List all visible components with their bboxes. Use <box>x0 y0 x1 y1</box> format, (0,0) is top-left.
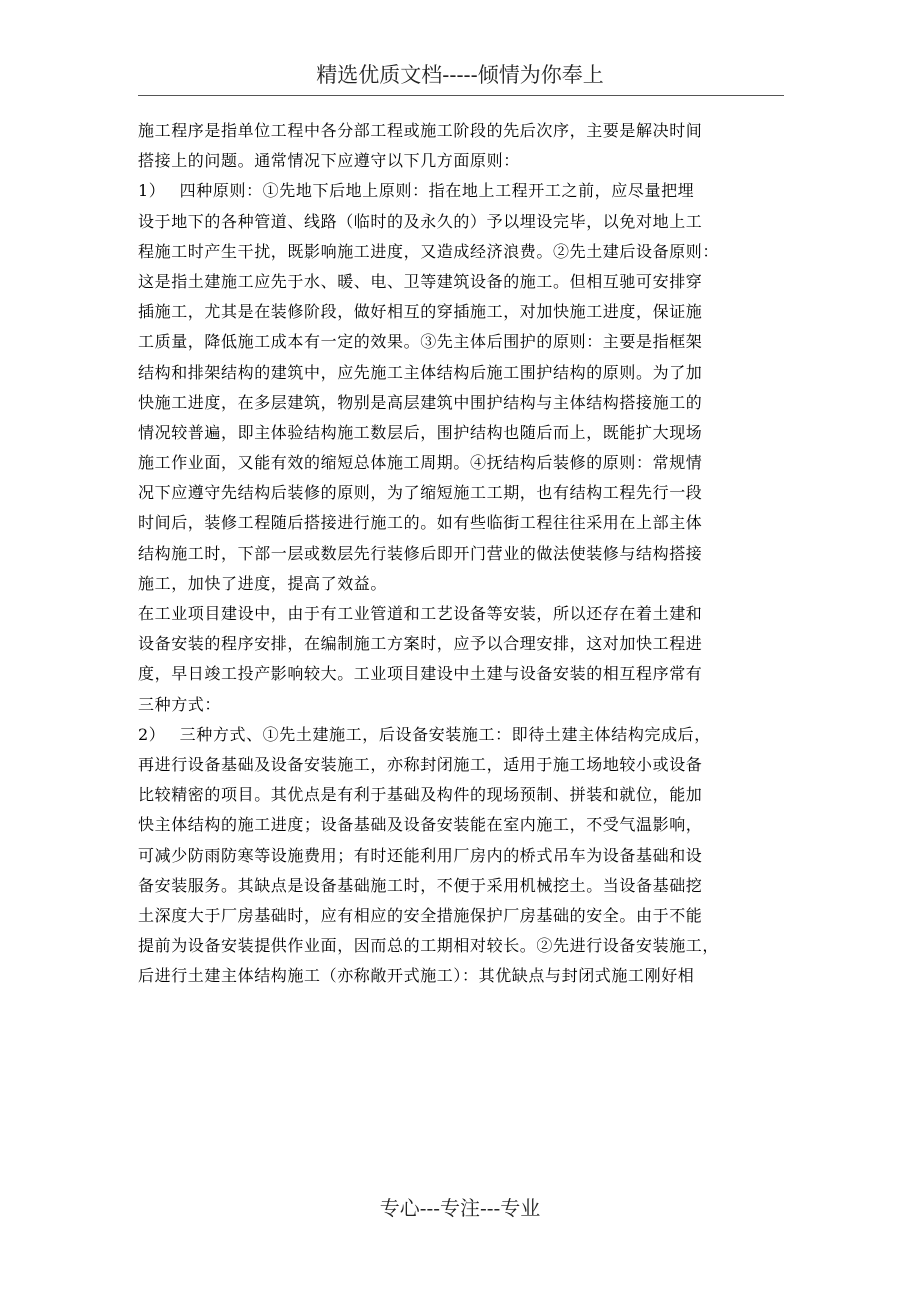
text-line: 后进行土建主体结构施工（亦称敞开式施工）：其优缺点与封闭式施工刚好相 <box>138 966 695 986</box>
text-line: 这是指土建施工应先于水、暖、电、卫等建筑设备的施工。但相互驰可安排穿 <box>138 271 703 291</box>
text-line: 设备安装的程序安排，在编制施工方案时，应予以合理安排，这对加快工程进 <box>138 634 703 654</box>
text-line: 结构和排架结构的建筑中，应先施工主体结构后施工围护结构的原则。为了加 <box>138 362 703 382</box>
header-divider <box>138 95 784 96</box>
text-line: 结构施工时，下部一层或数层先行装修后即开门营业的做法使装修与结构搭接 <box>138 543 703 563</box>
text-line: 搭接上的问题。通常情况下应遵守以下几方面原则： <box>138 151 520 171</box>
text-line: 施工程序是指单位工程中各分部工程或施工阶段的先后次序，主要是解决时间 <box>138 121 703 140</box>
text-line: 土深度大于厂房基础时，应有相应的安全措施保护厂房基础的安全。由于不能 <box>138 905 703 925</box>
text-line: 程施工时产生干扰，既影响施工进度，又造成经济浪费。②先土建后设备原则： <box>138 241 720 261</box>
text-line: 况下应遵守先结构后装修的原则，为了缩短施工工期，也有结构工程先行一段 <box>138 483 703 503</box>
text-line: 施工作业面，又能有效的缩短总体施工周期。④抚结构后装修的原则：常规情 <box>138 453 703 473</box>
text-line: 备安装服务。其缺点是设备基础施工时，不便于采用机械挖土。当设备基础挖 <box>138 875 703 895</box>
text-line: 在工业项目建设中，由于有工业管道和工艺设备等安装，所以还存在着土建和 <box>138 604 703 623</box>
text-line: 三种方式： <box>138 694 222 714</box>
text-line: 1） 四种原则：①先地下后地上原则：指在地上工程开工之前，应尽量把埋 <box>138 181 695 201</box>
text-line: 再进行设备基础及设备安装施工，亦称封闭施工，适用于施工场地较小或设备 <box>138 754 703 774</box>
text-line: 设于地下的各种管道、线路（临时的及永久的）予以埋设完毕，以免对地上工 <box>138 211 703 231</box>
text-line: 快主体结构的施工进度；设备基础及设备安装能在室内施工，不受气温影响， <box>138 815 703 835</box>
text-line: 可减少防雨防寒等设施费用；有时还能利用厂房内的桥式吊车为设备基础和设 <box>138 845 703 865</box>
text-line: 度，早日竣工投产影响较大。工业项目建设中土建与设备安装的相互程序常有 <box>138 664 703 684</box>
text-line: 施工，加快了进度，提高了效益。 <box>138 573 388 593</box>
text-line: 提前为设备安装提供作业面，因而总的工期相对较长。②先进行设备安装施工， <box>138 936 720 956</box>
text-line: 插施工，尤其是在装修阶段，做好相互的穿插施工，对加快施工进度，保证施 <box>138 302 703 322</box>
text-line: 工质量，降低施工成本有一定的效果。③先主体后围护的原则：主要是指框架 <box>138 332 703 352</box>
page-footer-text: 专心---专注---专业 <box>379 1196 541 1220</box>
body-text <box>138 116 784 991</box>
text-line: 2） 三种方式、①先土建施工，后设备安装施工：即待土建主体结构完成后， <box>138 724 711 744</box>
text-line: 时间后，装修工程随后搭接进行施工的。如有些临街工程往往采用在上部主体 <box>138 513 703 533</box>
text-line: 比较精密的项目。其优点是有利于基础及构件的现场预制、拼装和就位，能加 <box>138 785 703 805</box>
page-header-title: 精选优质文档-----倾情为你奉上 <box>316 63 604 87</box>
text-line: 情况较普遍，即主体验结构施工数层后，围护结构也随后而上，既能扩大现场 <box>138 422 703 442</box>
text-line: 快施工进度，在多层建筑，物别是高层建筑中围护结构与主体结构搭接施工的 <box>138 392 703 412</box>
